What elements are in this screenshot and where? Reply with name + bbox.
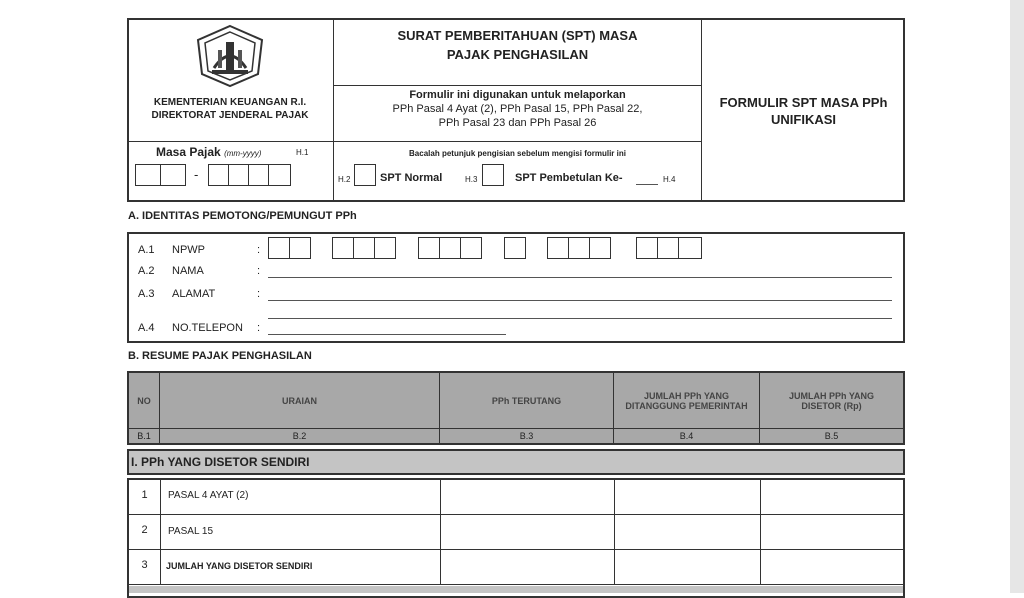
desc-line3: PPh Pasal 23 dan PPh Pasal 26 <box>438 117 597 129</box>
col-code-b3 <box>440 429 614 443</box>
npwp-digit-box[interactable] <box>504 237 526 259</box>
row-1-ditanggung-cell[interactable] <box>615 479 760 514</box>
form-description <box>334 88 701 130</box>
npwp-digit-box[interactable] <box>418 237 440 259</box>
field-a3-code: A.3 <box>138 288 155 300</box>
field-alamat-label: ALAMAT <box>172 288 216 300</box>
spt-pembetulan-checkbox[interactable] <box>482 164 504 186</box>
h4-code: H.4 <box>663 175 676 184</box>
row-1-disetor-cell[interactable] <box>761 479 903 514</box>
col-code-b4-label: B.4 <box>679 431 694 441</box>
npwp-digit-box[interactable] <box>589 237 611 259</box>
col-uraian-label: URAIAN <box>282 395 317 406</box>
field-telepon-label: NO.TELEPON <box>172 322 243 334</box>
agency-line2: DIREKTORAT JENDERAL PAJAK <box>151 110 309 121</box>
col-code-b4 <box>614 429 760 443</box>
npwp-digit-box[interactable] <box>374 237 396 259</box>
field-a2-colon: : <box>257 265 261 277</box>
col-uraian-header <box>160 373 440 428</box>
masa-format: (mm-yyyy) <box>224 149 262 158</box>
col-disetor-line1: JUMLAH PPh YANG <box>788 390 875 401</box>
agency-line1: KEMENTERIAN KEUANGAN R.I. <box>153 97 307 108</box>
masa-year-box-4[interactable] <box>268 164 291 186</box>
row-3-ditanggung-cell[interactable] <box>615 550 760 584</box>
npwp-digit-box[interactable] <box>289 237 311 259</box>
field-a1-colon: : <box>257 244 261 256</box>
field-a3-colon: : <box>257 288 261 300</box>
group-title: I. PPh YANG DISETOR SENDIRI <box>131 455 310 469</box>
desc-line1: Formulir ini digunakan untuk melaporkan <box>409 89 626 101</box>
header-hline-mid1 <box>333 85 701 86</box>
col-ditanggung-line2: DITANGGUNG PEMERINTAH <box>625 400 748 411</box>
col-code-b5 <box>760 429 903 443</box>
row-3-no: 3 <box>141 559 148 571</box>
masa-month-box-1[interactable] <box>135 164 161 186</box>
section-b-title: B. RESUME PAJAK PENGHASILAN <box>128 350 312 362</box>
npwp-digit-box[interactable] <box>353 237 375 259</box>
npwp-digit-box[interactable] <box>547 237 569 259</box>
alamat-input-line-2[interactable] <box>268 318 892 319</box>
col-code-b1 <box>129 429 160 443</box>
telepon-input-line[interactable] <box>268 334 506 335</box>
section-a-title: A. IDENTITAS PEMOTONG/PEMUNGUT PPh <box>128 210 357 222</box>
masa-separator: - <box>194 167 199 182</box>
field-npwp-label: NPWP <box>172 244 205 256</box>
masa-pajak-label <box>156 145 261 159</box>
masa-year-box-3[interactable] <box>248 164 269 186</box>
row-1-uraian: PASAL 4 AYAT (2) <box>168 490 249 501</box>
ministry-logo-icon <box>190 24 270 88</box>
col-disetor-line2: DISETOR (Rp) <box>801 400 862 411</box>
spt-pembetulan-label: SPT Pembetulan Ke- <box>515 172 623 184</box>
npwp-digit-box[interactable] <box>657 237 679 259</box>
row-2-uraian: PASAL 15 <box>168 526 214 537</box>
col-code-b1-label: B.1 <box>137 431 151 441</box>
alamat-input-line-1[interactable] <box>268 300 892 301</box>
agency-name <box>127 96 333 122</box>
body-col-divider-1 <box>160 478 161 584</box>
col-disetor-header <box>760 373 903 428</box>
header-hline-left <box>127 141 333 142</box>
masa-month-box-2[interactable] <box>160 164 186 186</box>
field-nama-label: NAMA <box>172 265 204 277</box>
col-ditanggung-header <box>614 373 760 428</box>
h2-code: H.2 <box>338 175 351 184</box>
field-a4-colon: : <box>257 322 261 334</box>
form-name <box>702 94 905 128</box>
col-no-label: NO <box>137 395 151 406</box>
col-code-b5-label: B.5 <box>824 431 839 441</box>
title-line2: PAJAK PENGHASILAN <box>446 47 589 62</box>
col-code-b2-label: B.2 <box>292 431 307 441</box>
col-pph-terutang-header <box>440 373 614 428</box>
col-ditanggung-line1: JUMLAH PPh YANG <box>643 390 730 401</box>
row-2-disetor-cell[interactable] <box>761 515 903 549</box>
field-a1-code: A.1 <box>138 244 155 256</box>
npwp-digit-box[interactable] <box>460 237 482 259</box>
desc-line2: PPh Pasal 4 Ayat (2), PPh Pasal 15, PPh Pasal 22, <box>392 103 643 115</box>
title-line1: SURAT PEMBERITAHUAN (SPT) MASA <box>397 28 638 43</box>
row-1-no: 1 <box>141 489 148 501</box>
nama-input-line[interactable] <box>268 277 892 278</box>
npwp-digit-box[interactable] <box>678 237 702 259</box>
npwp-digit-box[interactable] <box>268 237 290 259</box>
row-3-disetor-cell[interactable] <box>761 550 903 584</box>
col-code-b2 <box>160 429 440 443</box>
row-2-no: 2 <box>141 524 148 536</box>
masa-label: Masa Pajak <box>156 145 221 159</box>
page-edge <box>1010 0 1024 593</box>
masa-year-box-2[interactable] <box>228 164 249 186</box>
col-pph-terutang-label: PPh TERUTANG <box>491 395 562 406</box>
header-hline-mid2 <box>333 141 701 142</box>
npwp-digit-box[interactable] <box>636 237 658 259</box>
masa-year-box-1[interactable] <box>208 164 229 186</box>
npwp-digit-box[interactable] <box>439 237 461 259</box>
row-2-pph-terutang-cell[interactable] <box>441 515 614 549</box>
spt-normal-checkbox[interactable] <box>354 164 376 186</box>
col-no-header <box>129 373 160 428</box>
masa-code: H.1 <box>296 148 309 157</box>
pembetulan-number-line[interactable] <box>636 184 658 185</box>
col-code-b3-label: B.3 <box>519 431 534 441</box>
h3-code: H.3 <box>465 175 478 184</box>
row-2-ditanggung-cell[interactable] <box>615 515 760 549</box>
field-a2-code: A.2 <box>138 265 155 277</box>
row-1-pph-terutang-cell[interactable] <box>441 479 614 514</box>
spt-normal-label: SPT Normal <box>380 172 443 184</box>
form-name-line2: UNIFIKASI <box>771 112 836 127</box>
form-title <box>334 26 701 64</box>
npwp-digit-box[interactable] <box>332 237 354 259</box>
instruction-text: Bacalah petunjuk pengisian sebelum mengisi formulir ini <box>409 149 626 158</box>
row-3-pph-terutang-cell[interactable] <box>441 550 614 584</box>
body-row-divider-3 <box>127 584 905 585</box>
row-3-uraian: JUMLAH YANG DISETOR SENDIRI <box>166 561 313 571</box>
form-name-line1: FORMULIR SPT MASA PPh <box>719 95 888 110</box>
field-a4-code: A.4 <box>138 322 155 334</box>
npwp-digit-box[interactable] <box>568 237 590 259</box>
next-section-bar <box>129 586 903 593</box>
